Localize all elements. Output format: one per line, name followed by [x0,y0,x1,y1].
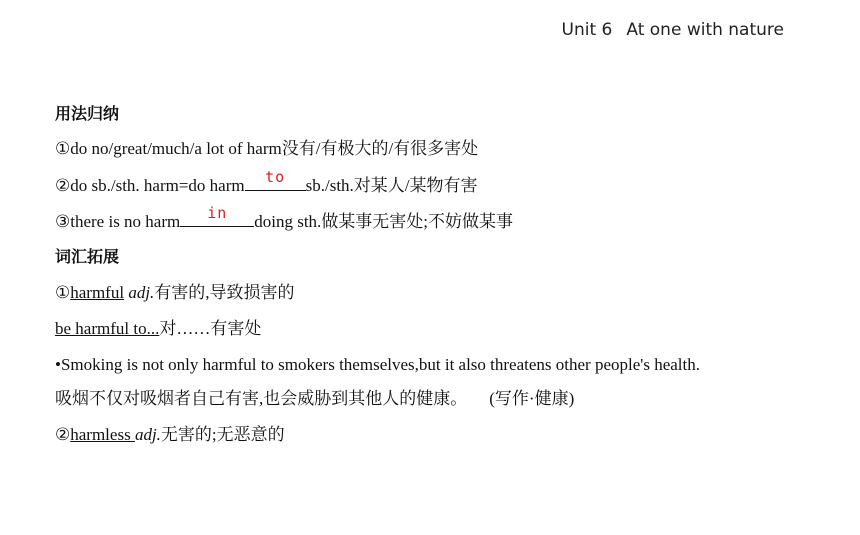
example-source: (写作·健康) [489,389,575,408]
word-2-pos: adj. [134,425,161,444]
phrase-be-harmful-to: be harmful to... [55,319,160,338]
usage-item-2-post: sb./sth.对某人/某物有害 [305,176,478,195]
unit-title: At one with nature [626,20,784,40]
vocab-word-2-number: ② [55,425,71,444]
answer-to: to [265,168,286,186]
word-harmless: harmless [70,425,135,444]
usage-item-2-pre: ②do sb./sth. harm=do harm [55,176,245,195]
vocab-word-2 [55,424,285,446]
vocab-word-1-number: ① [55,283,71,302]
vocab-heading: 词汇拓展 [55,247,120,266]
vocab-word-1 [55,282,295,304]
phrase-meaning: 对……有害处 [159,319,262,338]
fill-blank-3 [180,204,254,227]
word-1-meaning: 有害的,导致损害的 [154,283,295,302]
answer-in: in [207,204,228,222]
word-1-pos: adj. [128,283,155,302]
example-english: •Smoking is not only harmful to smokers themselves,but it also threatens other people's health. [55,355,700,374]
usage-item-3-post: doing sth.做某事无害处;不妨做某事 [254,212,514,231]
fill-blank-2 [245,168,306,191]
usage-heading: 用法归纳 [55,104,120,123]
example-zh-text: 吸烟不仅对吸烟者自己有害,也会威胁到其他人的健康。 [55,389,468,408]
unit-header [562,20,784,40]
example-chinese [55,388,574,410]
usage-item-3-pre: ③there is no harm [55,212,181,231]
unit-number: Unit 6 [561,20,613,40]
vocab-phrase [55,318,261,340]
word-harmful: harmful [70,283,125,302]
usage-item-3 [55,204,514,233]
usage-item-1: ①do no/great/much/a lot of harm没有/有极大的/有很多害处 [55,139,479,158]
word-2-meaning: 无害的;无恶意的 [160,425,285,444]
usage-item-2 [55,168,478,197]
